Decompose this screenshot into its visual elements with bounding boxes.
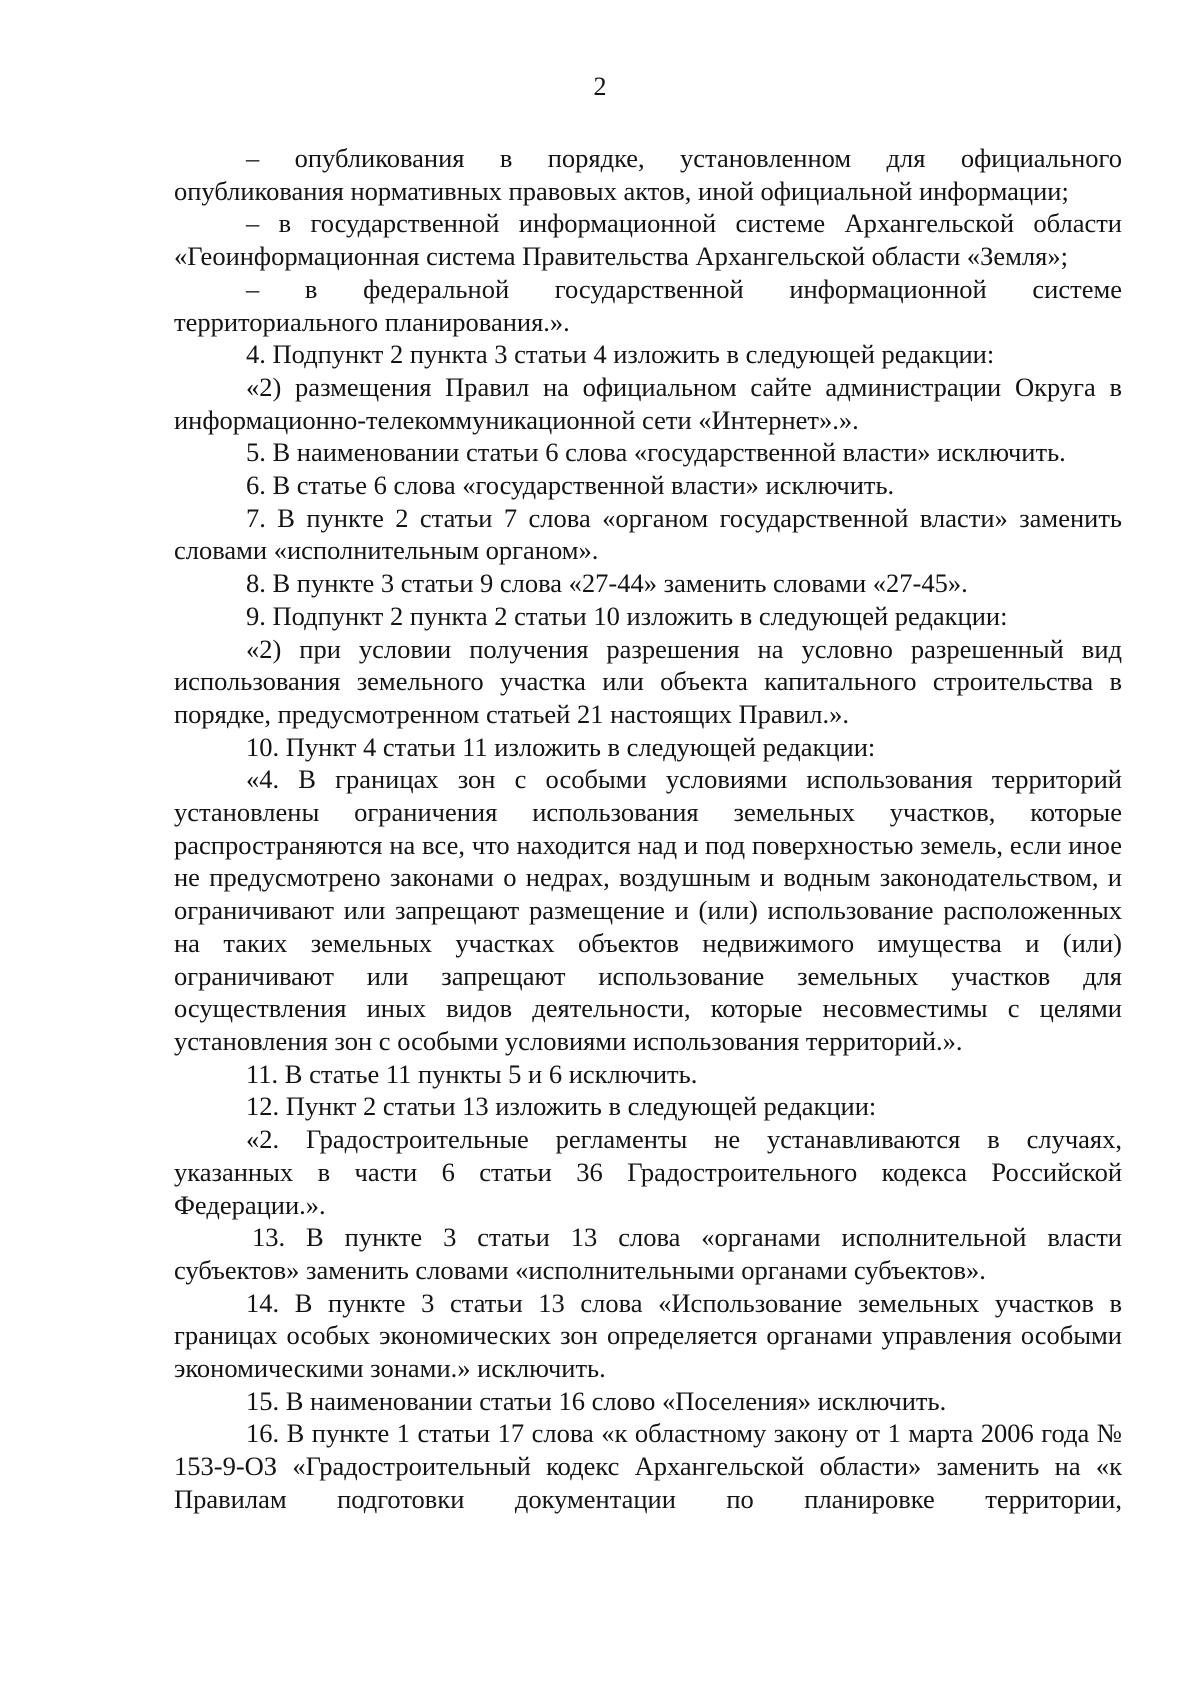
paragraph-item-4: 4. Подпункт 2 пункта 3 статьи 4 изложить в следующей редакции: — [246, 339, 995, 370]
paragraph-item-8: 8. В пункте 3 статьи 9 слова «27-44» заменить словами «27-45». — [246, 568, 968, 599]
paragraph-item-14: 14. В пункте 3 статьи 13 слова «Использование земельных участков в границах особых экономических зон определяется органами управления особыми экономическими зонами.» исключить. — [174, 1287, 1122, 1384]
page-number: 2 — [593, 72, 607, 101]
paragraph-publication-federal: – в федеральной государственной информационной системе территориального планирования.». — [174, 273, 1122, 337]
paragraph-item-7: 7. В пункте 2 статьи 7 слова «органом государственной власти» заменить словами «исполнительным органом». — [174, 502, 1122, 566]
paragraph-item-5: 5. В наименовании статьи 6 слова «государственной власти» исключить. — [246, 437, 1066, 468]
paragraph-publication-official: – опубликования в порядке, установленном для официального опубликования нормативных правовых актов, иной официальной информации; — [174, 143, 1122, 206]
paragraph-item-10-text: «4. В границах зон с особыми условиями использования территорий установлены ограничения использования земельных участков, которые распространяются на все, что находится над и под поверхностью земель, если иное не предусмотрено законами о недрах, воздушным и водным законодательством, и ограничивают или запрещают размещение и (или) использование расположенных на таких земельных участках объектов недвижимого имущества и (или) ограничивают или запрещают использование земельных участков для осуществления иных видов деятельности, которые несовместимы с целями установления зон с особыми условиями использования территорий.». — [174, 764, 1122, 1056]
paragraph-item-9: 9. Подпункт 2 пункта 2 статьи 10 изложить в следующей редакции: — [246, 600, 1008, 631]
paragraph-item-13: 13. В пункте 3 статьи 13 слова «органами исполнительной власти субъектов» заменить словами «исполнительными органами субъектов». — [174, 1222, 1122, 1285]
paragraph-item-12-text: «2. Градостроительные регламенты не устанавливаются в случаях, указанных в части 6 статьи 36 Градостроительного кодекса Российской Федерации.». — [174, 1124, 1122, 1220]
paragraph-item-6: 6. В статье 6 слова «государственной власти» исключить. — [246, 470, 895, 501]
paragraph-item-11: 11. В статье 11 пункты 5 и 6 исключить. — [246, 1058, 698, 1089]
paragraph-item-10: 10. Пункт 4 статьи 11 изложить в следующей редакции: — [246, 731, 876, 762]
paragraph-item-16: 16. В пункте 1 статьи 17 слова «к областному закону от 1 марта 2006 года № 153-9-ОЗ «Градостроительный кодекс Архангельской области» заменить на «к Правилам подготовки документации по планировке территории, — [174, 1418, 1122, 1514]
paragraph-item-12: 12. Пункт 2 статьи 13 изложить в следующей редакции: — [246, 1091, 877, 1122]
paragraph-publication-geoinformation: – в государственной информационной системе Архангельской области «Геоинформационная система Правительства Архангельской области «Земля»; — [174, 208, 1122, 272]
paragraph-item-15: 15. В наименовании статьи 16 слово «Поселения» исключить. — [246, 1385, 947, 1416]
document-body — [174, 142, 1122, 1516]
paragraph-item-4-text: «2) размещения Правил на официальном сайте администрации Округа в информационно-телекоммуникационной сети «Интернет».». — [174, 371, 1122, 435]
paragraph-item-9-text: «2) при условии получения разрешения на условно разрешенный вид использования земельного участка или объекта капитального строительства в порядке, предусмотренном статьей 21 настоящих Правил.». — [174, 633, 1122, 729]
